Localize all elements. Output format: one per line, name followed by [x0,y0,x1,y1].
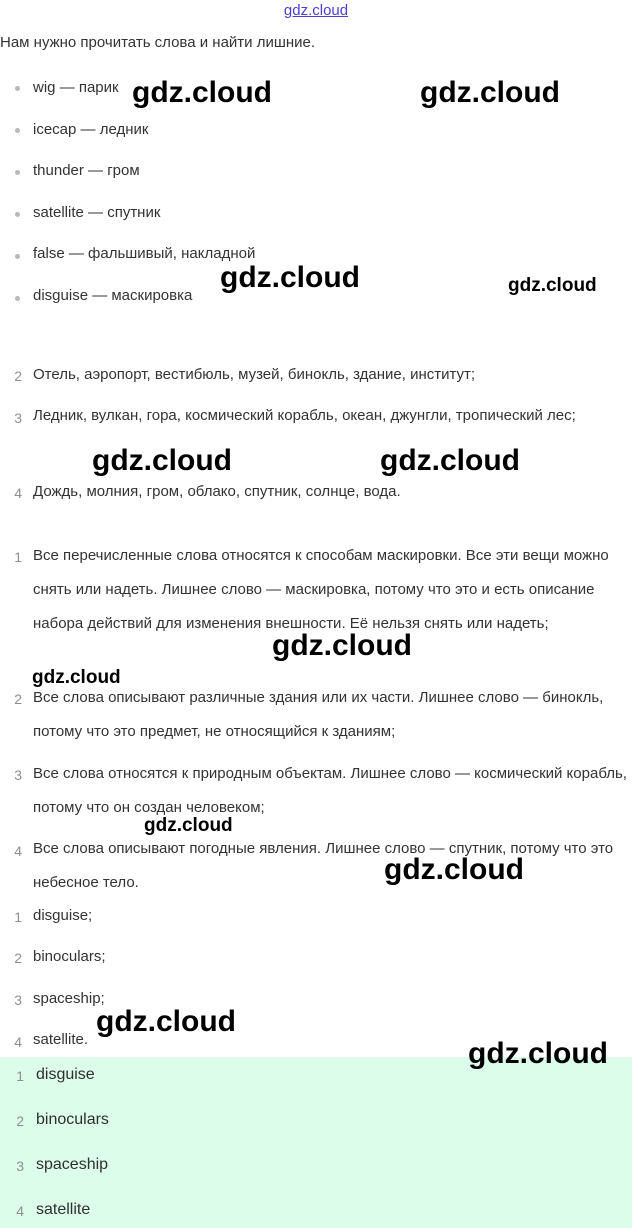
list-number: 4 [16,1203,24,1219]
list-number: 1 [14,909,22,925]
final-answer-text: spaceship [36,1156,109,1173]
explanation-text: Все слова относятся к природным объектам. Лишнее слово — космический корабль, потому что он создан человеком; [33,765,627,816]
list-number: 4 [14,843,22,859]
list-item: icecap — ледник [33,121,149,138]
final-answer-text: disguise [36,1066,95,1083]
answer-text: disguise; [33,907,93,924]
watermark: gdz.cloud [380,444,520,477]
answer-text: binoculars; [33,948,106,965]
answer-text: spaceship; [33,990,105,1007]
group-text: Дождь, молния, гром, облако, спутник, солнце, вода. [33,483,401,500]
list-number: 3 [14,767,22,783]
list-number: 1 [14,549,22,565]
explanation-text: Все перечисленные слова относятся к способам маскировки. Все эти вещи можно снять или надеть. Лишнее слово — маскировка, потому что это и есть описание набора действий для изменения внешности. Её нельзя снять или надеть; [33,547,609,632]
list-number: 2 [16,1113,24,1129]
bullet-icon [15,254,20,259]
group-text: Ледник, вулкан, гора, космический корабль, океан, джунгли, тропический лес; [33,407,576,424]
list-item: wig — парик [33,79,119,96]
list-item: satellite — спутник [33,204,161,221]
list-number: 2 [14,950,22,966]
watermark: gdz.cloud [144,815,233,836]
bullet-icon [15,86,20,91]
final-answer-text: binoculars [36,1111,109,1128]
bullet-icon [15,296,20,301]
bullet-icon [15,212,20,217]
bullet-icon [15,128,20,133]
watermark: gdz.cloud [468,1037,608,1070]
watermark: gdz.cloud [220,261,360,294]
list-number: 4 [14,485,22,501]
explanation-text: Все слова описывают различные здания или их части. Лишнее слово — бинокль, потому что это предмет, не относящийся к зданиям; [33,689,604,740]
group-text: Отель, аэропорт, вестибюль, музей, бинокль, здание, институт; [33,366,476,383]
watermark: gdz.cloud [96,1005,236,1038]
bullet-icon [15,170,20,175]
answer-text: satellite. [33,1031,89,1048]
list-number: 2 [14,368,22,384]
list-item: thunder — гром [33,162,140,179]
watermark: gdz.cloud [92,444,232,477]
explanation-text: Все слова описывают погодные явления. Лишнее слово — спутник, потому что это небесное тело. [33,840,614,891]
list-number: 4 [14,1034,22,1050]
list-item: false — фальшивый, накладной [33,245,256,262]
list-number: 3 [16,1158,24,1174]
list-number: 2 [14,691,22,707]
list-number: 1 [16,1068,24,1084]
intro-text: Нам нужно прочитать слова и найти лишние. [0,34,316,51]
final-answer-text: satellite [36,1201,91,1218]
list-number: 3 [14,992,22,1008]
list-number: 3 [14,410,22,426]
list-item: disguise — маскировка [33,287,193,304]
watermark: gdz.cloud [384,853,524,886]
watermark: gdz.cloud [420,76,560,109]
site-link[interactable]: gdz.cloud [283,2,349,19]
watermark: gdz.cloud [132,76,272,109]
watermark: gdz.cloud [508,275,597,296]
watermark: gdz.cloud [272,629,412,662]
watermark: gdz.cloud [32,667,121,688]
